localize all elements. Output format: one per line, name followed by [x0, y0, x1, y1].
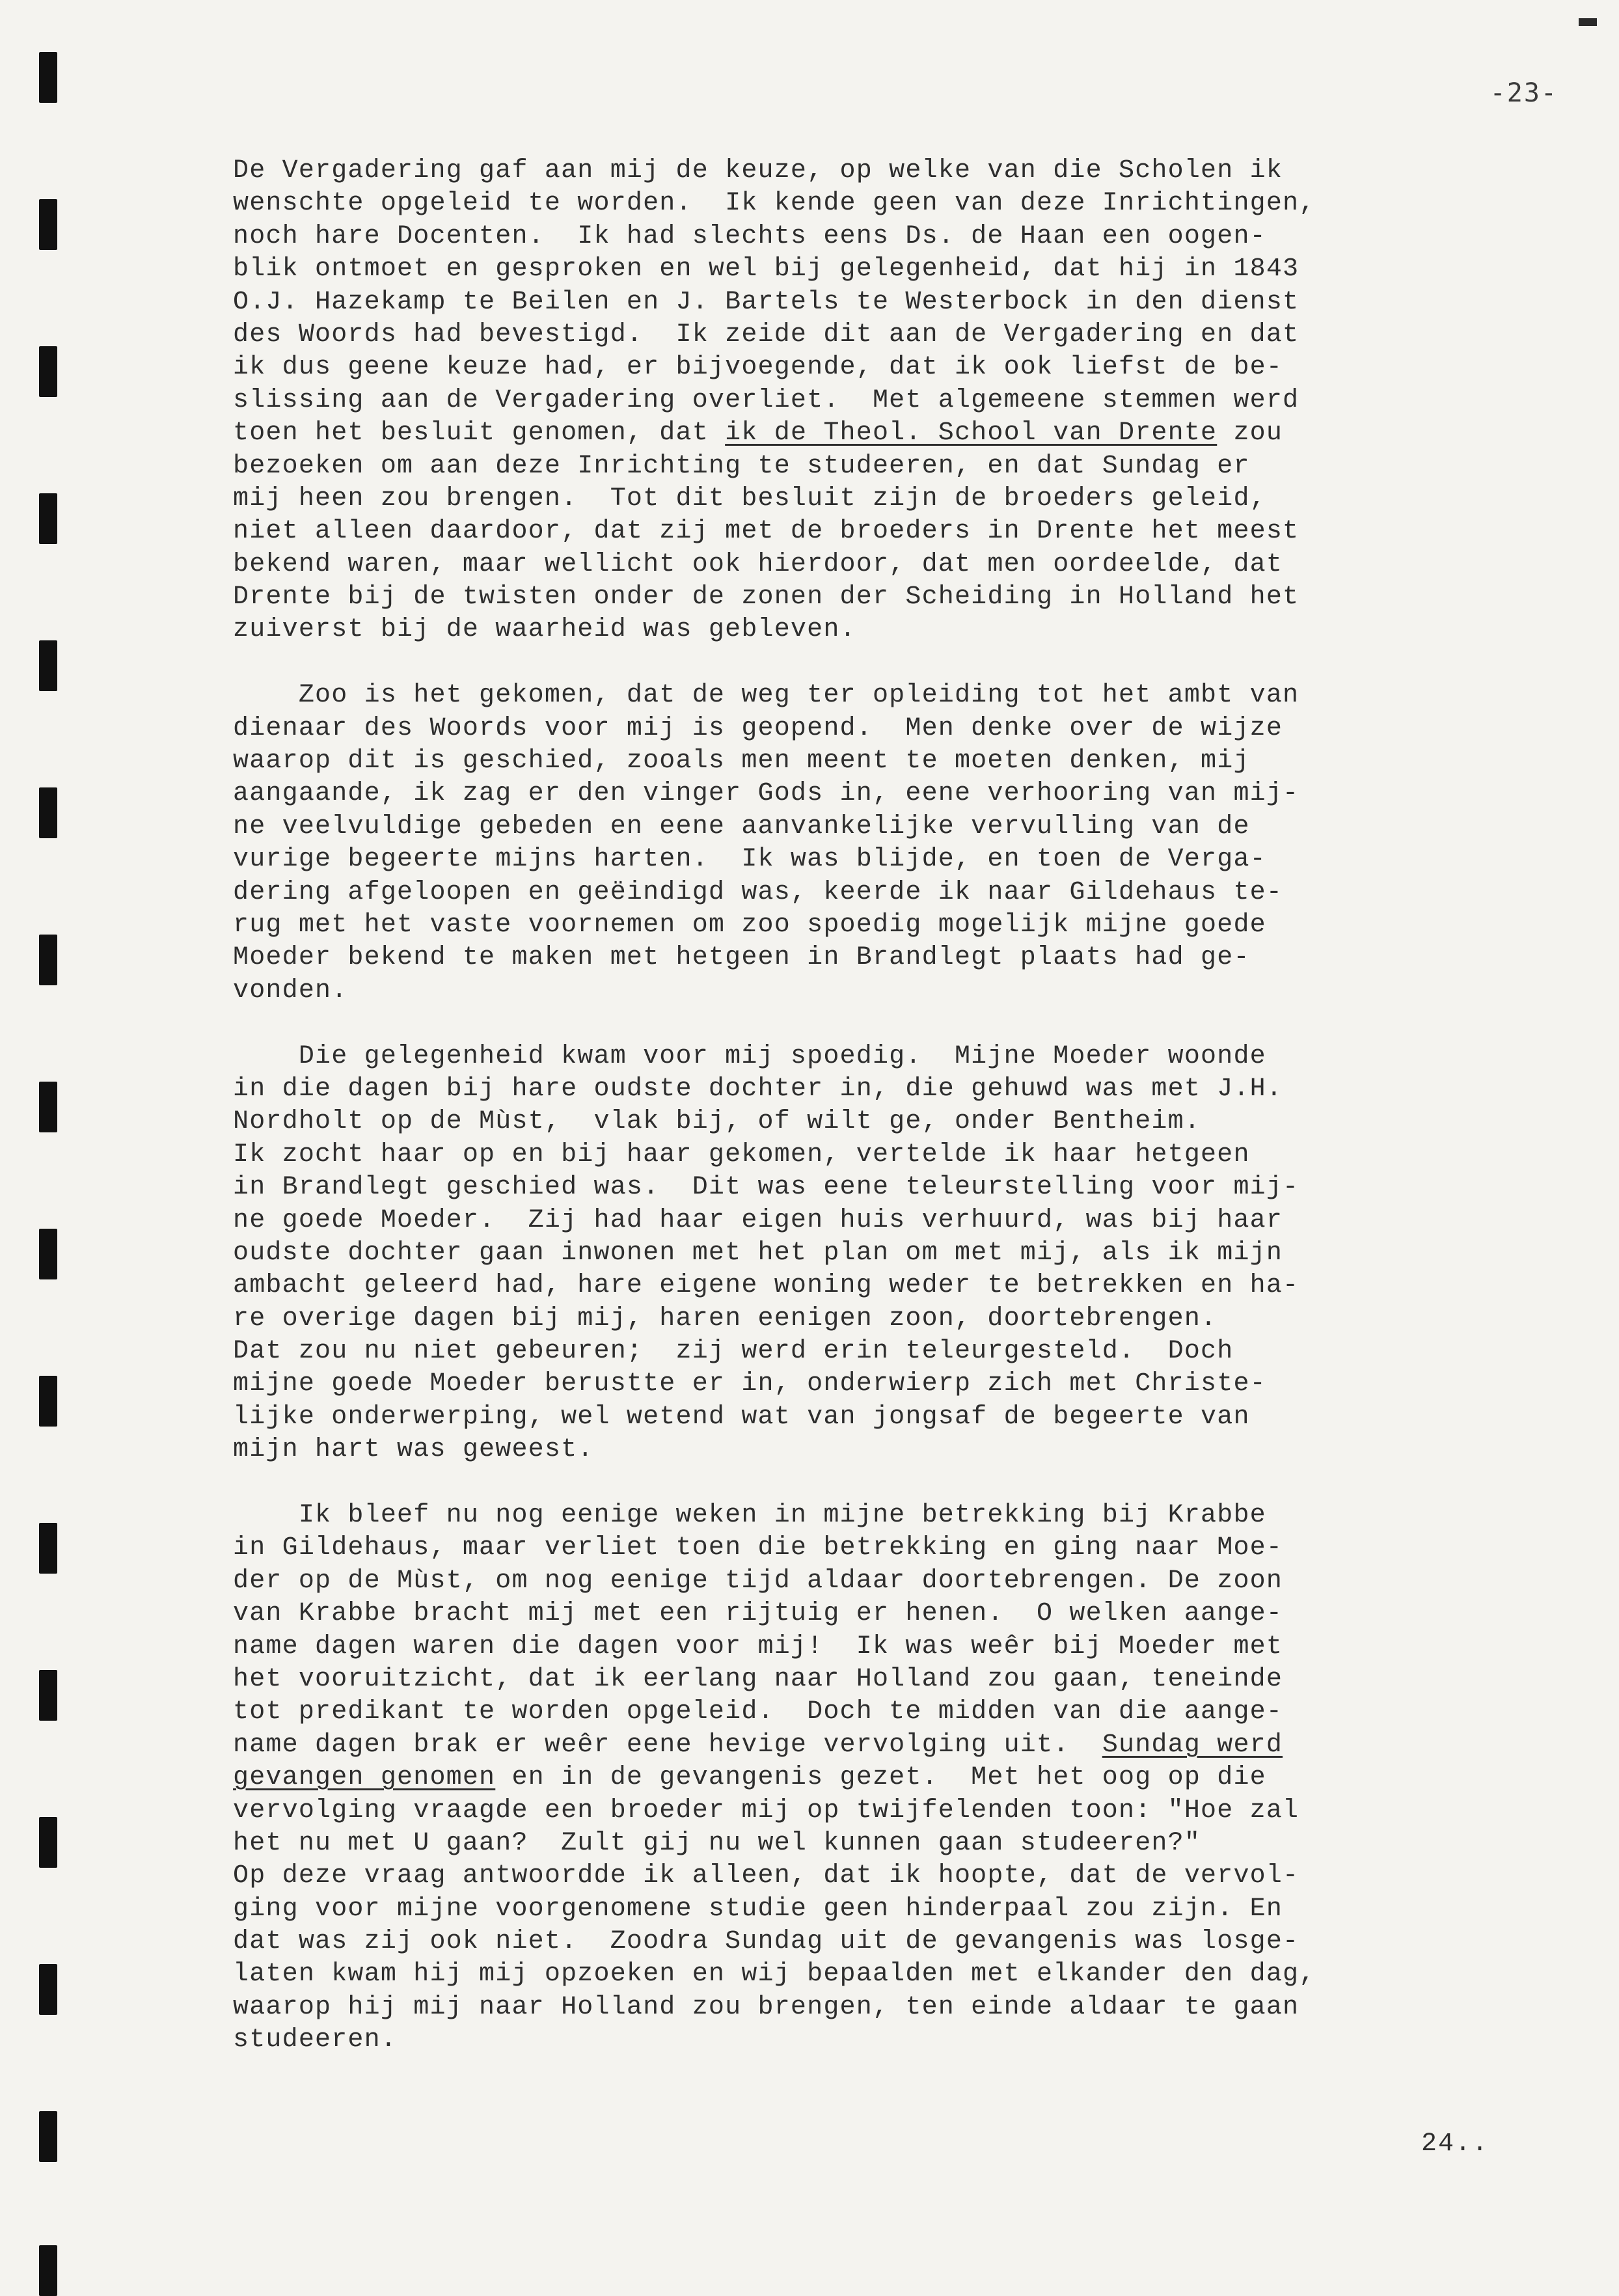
text-line: [233, 581, 1547, 614]
text-line: [233, 319, 1547, 351]
text-segment: Op deze vraag antwoordde ik alleen, dat ik hoopte, dat de vervol-: [233, 1861, 1299, 1891]
paragraph-gap: [233, 647, 1547, 679]
text-line: [233, 1171, 1547, 1204]
text-segment: vervolging vraagde een broeder mij op twijfelenden toon: "Hoe zal: [233, 1796, 1299, 1825]
text-line: [233, 1205, 1547, 1237]
text-line: [233, 1991, 1547, 2024]
underlined-phrase: Sundag werd: [1102, 1730, 1283, 1760]
text-line: [233, 679, 1547, 712]
text-segment: mij heen zou brengen. Tot dit besluit zijn de broeders geleid,: [233, 484, 1266, 513]
text-line: [233, 1237, 1547, 1270]
text-segment: oudste dochter gaan inwonen met het plan om met mij, als ik mijn: [233, 1238, 1283, 1268]
text-line: [233, 1893, 1547, 1926]
text-segment: niet alleen daardoor, dat zij met de broeders in Drente het meest: [233, 517, 1299, 547]
binding-hole: [39, 2245, 57, 2296]
text-segment: mijn hart was geweest.: [233, 1435, 594, 1465]
text-line: [233, 1762, 1547, 1794]
text-line: [233, 385, 1547, 417]
text-line: [233, 1565, 1547, 1598]
text-segment: zou: [1217, 418, 1283, 448]
text-line: [233, 745, 1547, 778]
text-line: [233, 1106, 1547, 1138]
text-segment: lijke onderwerping, wel wetend wat van jongsaf de begeerte van: [233, 1402, 1250, 1432]
text-line: [233, 1499, 1547, 1532]
body-text: [233, 155, 1547, 2057]
binding-hole: [39, 1670, 57, 1721]
text-segment: wenschte opgeleid te worden. Ik kende geen van deze Inrichtingen,: [233, 189, 1316, 219]
text-segment: zuiverst bij de waarheid was gebleven.: [233, 615, 856, 645]
text-segment: waarop hij mij naar Holland zou brengen, ten einde aldaar te gaan: [233, 1992, 1299, 2022]
text-line: [233, 811, 1547, 843]
binding-hole: [39, 1376, 57, 1427]
text-segment: Drente bij de twisten onder de zonen der Scheiding in Holland het: [233, 582, 1299, 612]
text-segment: noch hare Docenten. Ik had slechts eens Ds. de Haan een oogen-: [233, 221, 1266, 251]
text-line: [233, 1598, 1547, 1630]
text-segment: slissing aan de Vergadering overliet. Met algemeene stemmen werd: [233, 385, 1299, 415]
text-segment: Die gelegenheid kwam voor mij spoedig. Mijne Moeder woonde: [233, 1041, 1266, 1071]
binding-hole: [39, 640, 57, 691]
text-segment: het vooruitzicht, dat ik eerlang naar Holland zou gaan, teneinde: [233, 1664, 1283, 1694]
text-segment: bezoeken om aan deze Inrichting te studeeren, en dat Sundag er: [233, 451, 1250, 481]
text-segment: ne veelvuldige gebeden en eene aanvankelijke vervulling van de: [233, 812, 1250, 841]
text-line: [233, 1532, 1547, 1565]
text-segment: studeeren.: [233, 2025, 398, 2055]
underlined-phrase: gevangen genomen: [233, 1763, 496, 1793]
text-segment: re overige dagen bij mij, haren eenigen zoon, doortebrengen.: [233, 1304, 1218, 1333]
text-line: [233, 1958, 1547, 1991]
next-page-reference: 24..: [1421, 2129, 1490, 2159]
text-line: [233, 1729, 1547, 1762]
text-line: [233, 1631, 1547, 1663]
text-line: [233, 417, 1547, 450]
text-line: [233, 1270, 1547, 1302]
text-segment: O.J. Hazekamp te Beilen en J. Bartels te Westerbock in den dienst: [233, 287, 1299, 317]
binding-hole: [39, 1964, 57, 2015]
text-line: [233, 483, 1547, 515]
text-segment: des Woords had bevestigd. Ik zeide dit aan de Vergadering en dat: [233, 320, 1299, 349]
text-line: [233, 909, 1547, 942]
text-line: [233, 286, 1547, 319]
text-segment: ambacht geleerd had, hare eigene woning weder te betrekken en ha-: [233, 1271, 1299, 1301]
text-line: [233, 1401, 1547, 1434]
text-segment: Dat zou nu niet gebeuren; zij werd erin teleurgesteld. Doch: [233, 1337, 1234, 1367]
text-line: [233, 942, 1547, 974]
binding-hole: [39, 493, 57, 544]
text-line: [233, 1041, 1547, 1073]
text-line: [233, 778, 1547, 810]
text-segment: der op de Mùst, om nog eenige tijd aldaar doortebrengen. De zoon: [233, 1566, 1283, 1596]
binding-hole: [39, 1229, 57, 1279]
text-line: [233, 1434, 1547, 1466]
text-segment: De Vergadering gaf aan mij de keuze, op welke van die Scholen ik: [233, 156, 1283, 185]
text-line: [233, 1860, 1547, 1893]
text-segment: bekend waren, maar wellicht ook hierdoor, dat men oordeelde, dat: [233, 549, 1283, 579]
text-line: [233, 1795, 1547, 1827]
text-segment: Zoo is het gekomen, dat de weg ter opleiding tot het ambt van: [233, 681, 1299, 711]
text-segment: het nu met U gaan? Zult gij nu wel kunnen gaan studeeren?": [233, 1828, 1201, 1858]
text-line: [233, 221, 1547, 253]
text-line: [233, 1696, 1547, 1729]
text-segment: in Gildehaus, maar verliet toen die betrekking en ging naar Moe-: [233, 1533, 1283, 1563]
text-segment: aangaande, ik zag er den vinger Gods in, eene verhooring van mij-: [233, 779, 1299, 809]
text-line: [233, 2024, 1547, 2057]
binding-hole: [39, 2111, 57, 2162]
text-segment: laten kwam hij mij opzoeken en wij bepaalden met elkander den dag,: [233, 1960, 1316, 1989]
text-line: [233, 351, 1547, 384]
text-segment: toen het besluit genomen, dat: [233, 418, 726, 448]
text-segment: in die dagen bij hare oudste dochter in, die gehuwd was met J.H.: [233, 1074, 1283, 1104]
binding-hole: [39, 1523, 57, 1574]
text-line: [233, 1073, 1547, 1106]
binding-hole: [39, 346, 57, 397]
text-segment: vurige begeerte mijns harten. Ik was blijde, en toen de Verga-: [233, 845, 1266, 875]
text-segment: blik ontmoet en gesproken en wel bij gelegenheid, dat hij in 1843: [233, 254, 1299, 284]
text-segment: mijne goede Moeder berustte er in, onderwierp zich met Christe-: [233, 1369, 1266, 1399]
text-line: [233, 614, 1547, 646]
paragraph-gap: [233, 1007, 1547, 1040]
text-line: [233, 1303, 1547, 1335]
text-segment: Ik bleef nu nog eenige weken in mijne betrekking bij Krabbe: [233, 1501, 1266, 1531]
binding-hole: [39, 199, 57, 250]
text-segment: Nordholt op de Mùst, vlak bij, of wilt ge, onder Bentheim.: [233, 1107, 1201, 1137]
text-segment: ging voor mijne voorgenomene studie geen hinderpaal zou zijn. En: [233, 1894, 1283, 1924]
text-line: [233, 253, 1547, 286]
text-line: [233, 549, 1547, 581]
text-segment: vonden.: [233, 976, 348, 1005]
binding-holes: [39, 52, 57, 2239]
paragraph-gap: [233, 1467, 1547, 1499]
text-segment: in Brandlegt geschied was. Dit was eene teleurstelling voor mij-: [233, 1173, 1299, 1203]
text-line: [233, 1368, 1547, 1401]
text-line: [233, 155, 1547, 187]
corner-mark: [1579, 18, 1597, 26]
text-segment: name dagen brak er weêr eene hevige vervolging uit.: [233, 1730, 1102, 1760]
text-segment: ne goede Moeder. Zij had haar eigen huis verhuurd, was bij haar: [233, 1205, 1283, 1235]
text-segment: waarop dit is geschied, zooals men meent te moeten denken, mij: [233, 746, 1250, 776]
text-segment: dering afgeloopen en geëindigd was, keerde ik naar Gildehaus te-: [233, 877, 1283, 907]
binding-hole: [39, 1817, 57, 1868]
text-segment: dat was zij ook niet. Zoodra Sundag uit de gevangenis was losge-: [233, 1927, 1299, 1957]
text-line: [233, 975, 1547, 1007]
text-segment: Ik zocht haar op en bij haar gekomen, vertelde ik haar hetgeen: [233, 1140, 1250, 1169]
text-line: [233, 877, 1547, 909]
text-line: [233, 187, 1547, 220]
binding-hole: [39, 935, 57, 985]
binding-hole: [39, 52, 57, 103]
text-segment: rug met het vaste voornemen om zoo spoedig mogelijk mijne goede: [233, 910, 1266, 940]
text-line: [233, 1926, 1547, 1958]
text-segment: van Krabbe bracht mij met een rijtuig er henen. O welken aange-: [233, 1599, 1283, 1629]
text-line: [233, 1335, 1547, 1368]
text-line: [233, 1663, 1547, 1696]
text-segment: tot predikant te worden opgeleid. Doch te midden van die aange-: [233, 1697, 1283, 1727]
text-line: [233, 1827, 1547, 1860]
page-number: -23-: [1490, 78, 1558, 108]
text-line: [233, 713, 1547, 745]
text-line: [233, 843, 1547, 876]
text-segment: name dagen waren die dagen voor mij! Ik was weêr bij Moeder met: [233, 1632, 1283, 1661]
binding-hole: [39, 1082, 57, 1132]
binding-hole: [39, 787, 57, 838]
text-line: [233, 515, 1547, 548]
text-line: [233, 450, 1547, 483]
text-line: [233, 1139, 1547, 1171]
text-segment: en in de gevangenis gezet. Met het oog op die: [495, 1763, 1266, 1793]
underlined-phrase: ik de Theol. School van Drente: [725, 418, 1218, 448]
text-segment: dienaar des Woords voor mij is geopend. Men denke over de wijze: [233, 713, 1283, 743]
text-segment: ik dus geene keuze had, er bijvoegende, dat ik ook liefst de be-: [233, 353, 1283, 383]
text-segment: Moeder bekend te maken met hetgeen in Brandlegt plaats had ge-: [233, 943, 1250, 973]
